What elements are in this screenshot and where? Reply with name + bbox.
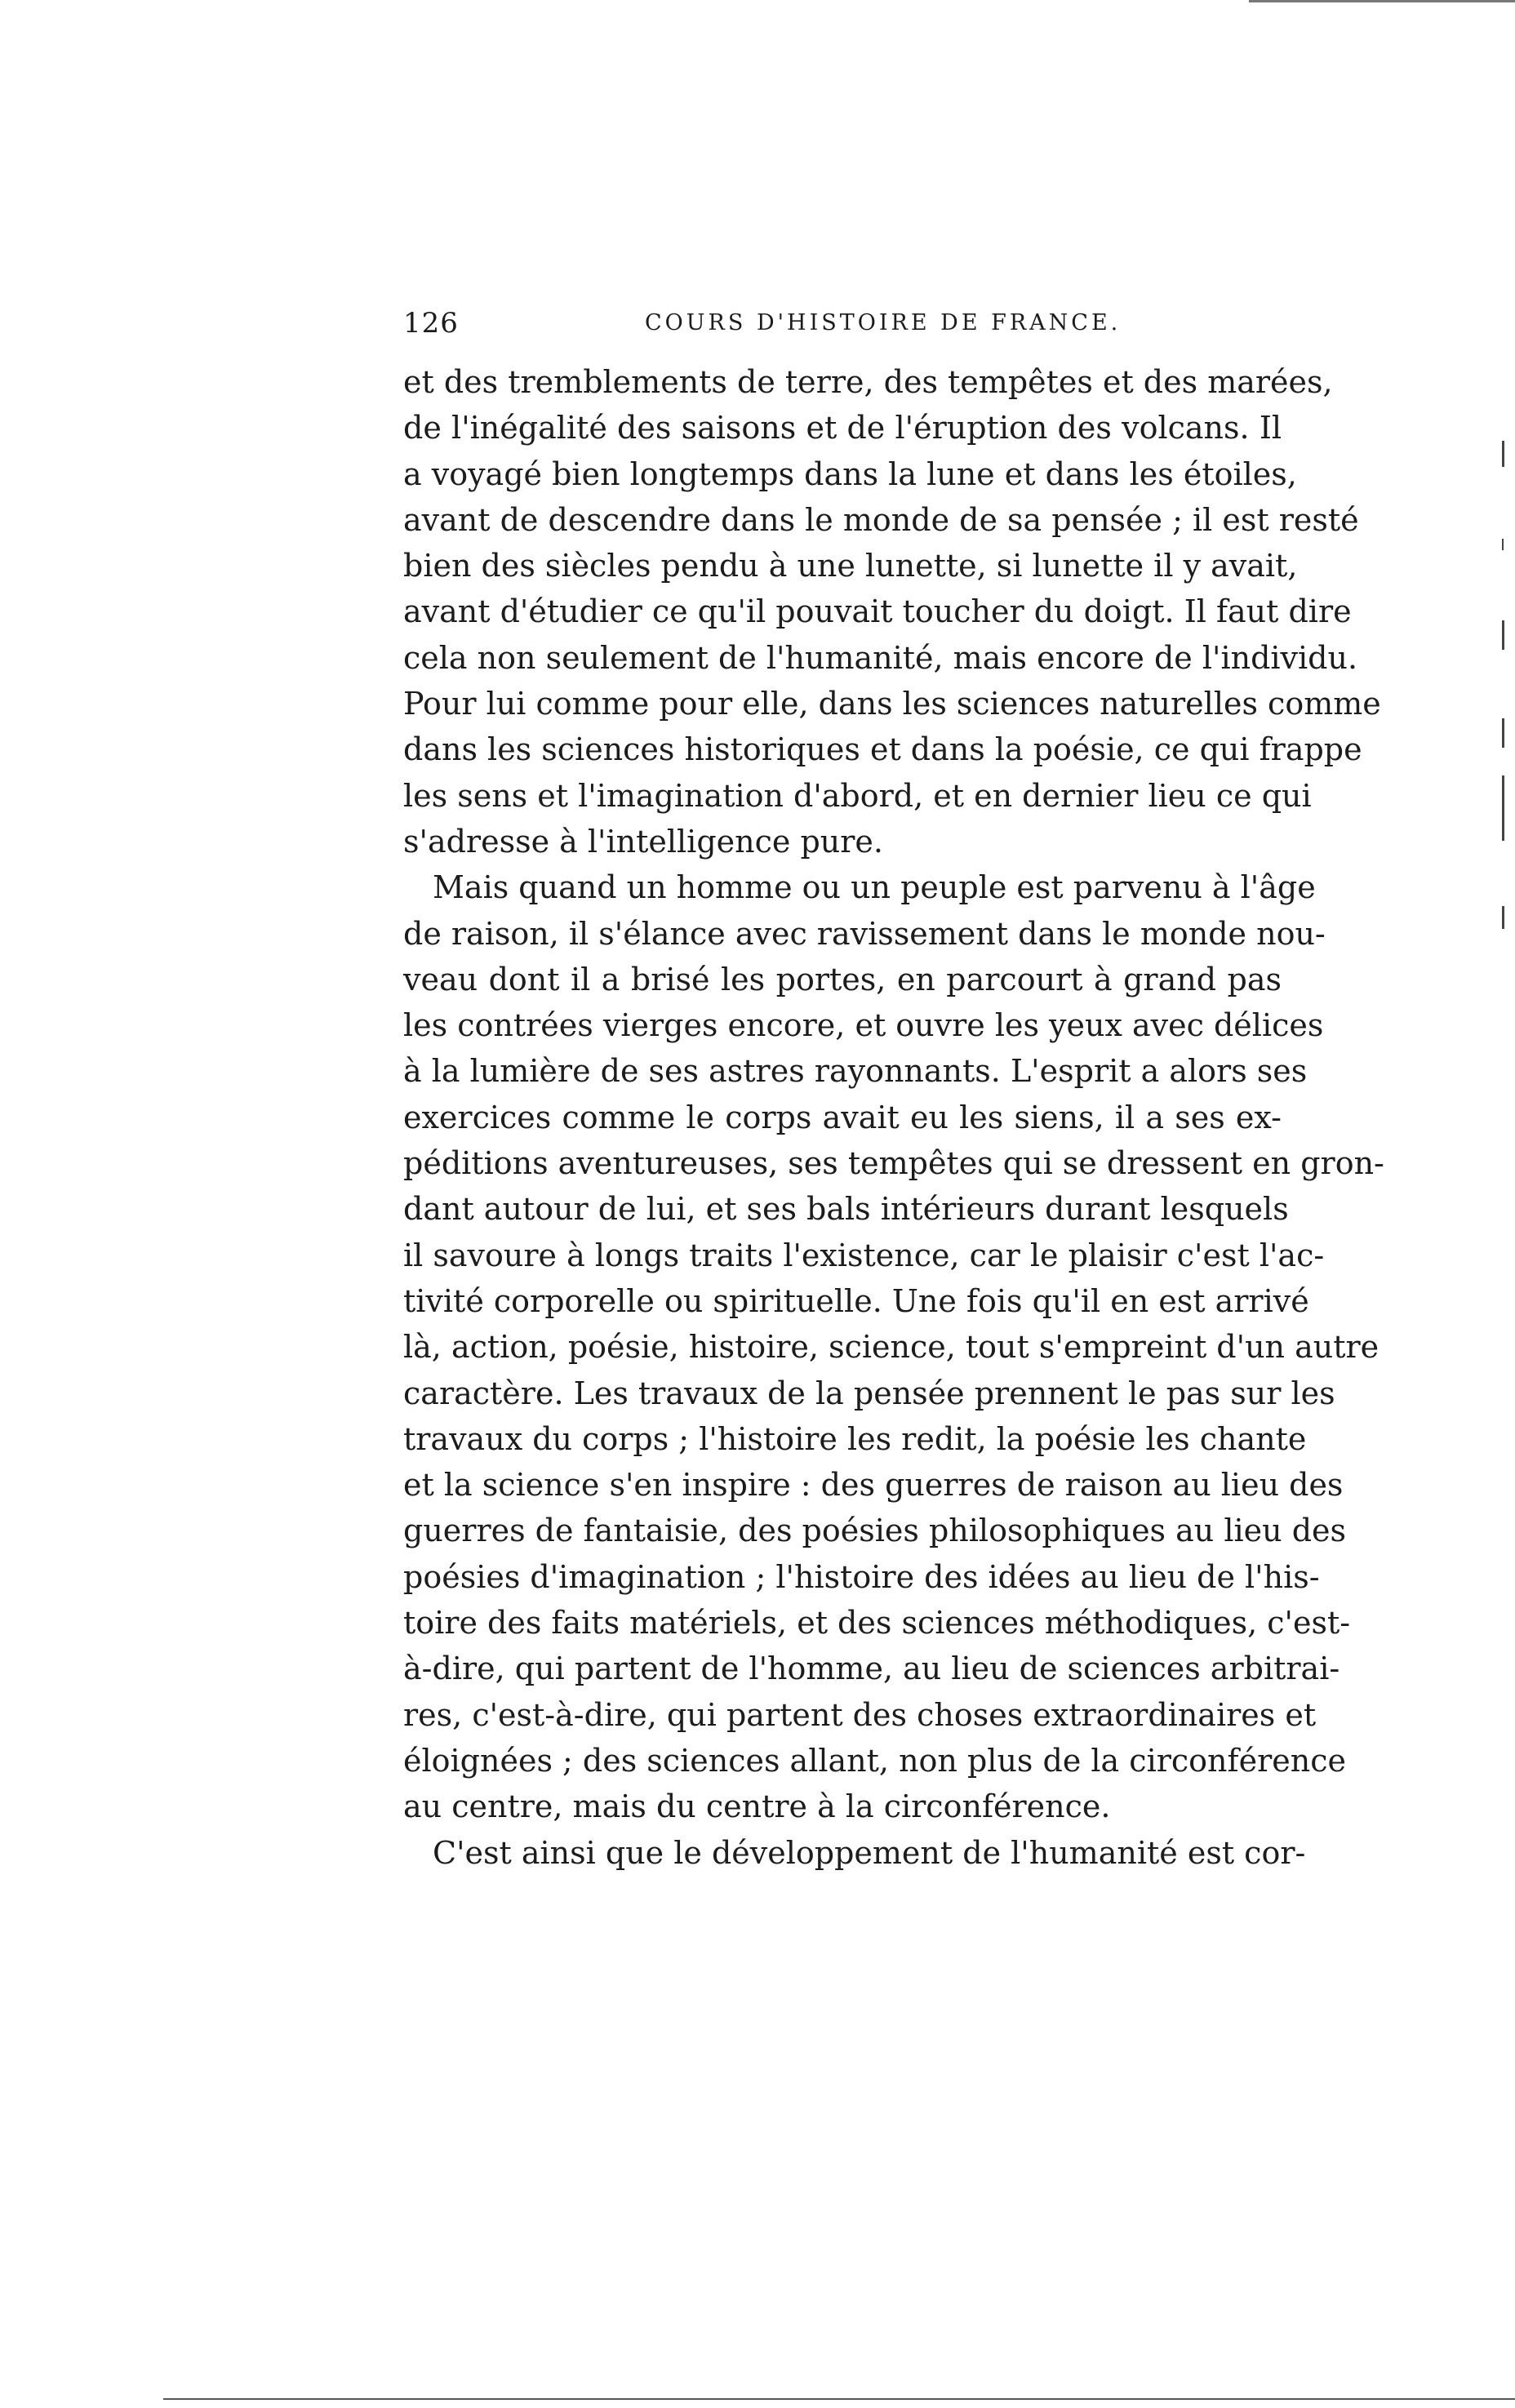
text-line: à-dire, qui partent de l'homme, au lieu de sciences arbitrai- bbox=[403, 1651, 1340, 1687]
scan-edge-mark bbox=[1502, 441, 1504, 467]
text-line: caractère. Les travaux de la pensée prennent le pas sur les bbox=[403, 1375, 1335, 1411]
scan-edge-mark bbox=[1502, 539, 1504, 550]
text-line: les contrées vierges encore, et ouvre les yeux avec délices bbox=[403, 1007, 1324, 1044]
page-number: 126 bbox=[403, 307, 459, 340]
text-line: C'est ainsi que le développement de l'humanité est cor- bbox=[433, 1834, 1306, 1871]
text-line: res, c'est-à-dire, qui partent des choses extraordinaires et bbox=[403, 1696, 1317, 1733]
bottom-edge-rule bbox=[163, 2398, 1515, 2400]
text-line: de l'inégalité des saisons et de l'éruption des volcans. Il bbox=[403, 410, 1282, 447]
text-line: dant autour de lui, et ses bals intérieurs durant lesquels bbox=[403, 1191, 1289, 1228]
text-line: travaux du corps ; l'histoire les redit, la poésie les chante bbox=[403, 1420, 1307, 1457]
text-line: Pour lui comme pour elle, dans les sciences naturelles comme bbox=[403, 686, 1381, 722]
text-line: tivité corporelle ou spirituelle. Une fois qu'il en est arrivé bbox=[403, 1282, 1309, 1319]
text-line: au centre, mais du centre à la circonférence. bbox=[403, 1788, 1111, 1825]
text-line: guerres de fantaisie, des poésies philosophiques au lieu des bbox=[403, 1513, 1347, 1549]
scan-edge-mark bbox=[1502, 906, 1504, 929]
text-line: éloignées ; des sciences allant, non plus de la circonférence bbox=[403, 1742, 1346, 1779]
scan-edge-mark bbox=[1502, 620, 1504, 650]
text-line: exercices comme le corps avait eu les siens, il a ses ex- bbox=[403, 1099, 1282, 1135]
text-line: dans les sciences historiques et dans la poésie, ce qui frappe bbox=[403, 731, 1362, 768]
text-line: là, action, poésie, histoire, science, tout s'empreint d'un autre bbox=[403, 1329, 1379, 1366]
text-line: cela non seulement de l'humanité, mais encore de l'individu. bbox=[403, 639, 1358, 676]
text-line: a voyagé bien longtemps dans la lune et dans les étoiles, bbox=[403, 455, 1297, 492]
body-text bbox=[403, 359, 1384, 1876]
text-line: Mais quand un homme ou un peuple est parvenu à l'âge bbox=[433, 869, 1316, 906]
top-edge-rule bbox=[1249, 0, 1515, 2]
text-line: à la lumière de ses astres rayonnants. L'esprit a alors ses bbox=[403, 1053, 1308, 1090]
scan-edge-mark bbox=[1502, 775, 1504, 841]
running-head bbox=[403, 307, 1282, 348]
text-line: et la science s'en inspire : des guerres de raison au lieu des bbox=[403, 1467, 1344, 1504]
text-line: de raison, il s'élance avec ravissement dans le monde nou- bbox=[403, 915, 1326, 952]
text-line: péditions aventureuses, ses tempêtes qui se dressent en gron- bbox=[403, 1145, 1384, 1182]
text-line: veau dont il a brisé les portes, en parcourt à grand pas bbox=[403, 961, 1282, 997]
text-line: bien des siècles pendu à une lunette, si lunette il y avait, bbox=[403, 548, 1298, 584]
text-line: poésies d'imagination ; l'histoire des idées au lieu de l'his- bbox=[403, 1558, 1320, 1595]
text-line: et des tremblements de terre, des tempêtes et des marées, bbox=[403, 364, 1333, 400]
text-line: il savoure à longs traits l'existence, car le plaisir c'est l'ac- bbox=[403, 1237, 1325, 1273]
text-line: avant d'étudier ce qu'il pouvait toucher du doigt. Il faut dire bbox=[403, 593, 1352, 630]
text-line: avant de descendre dans le monde de sa pensée ; il est resté bbox=[403, 501, 1359, 538]
running-title: COURS D'HISTOIRE DE FRANCE. bbox=[645, 310, 1122, 335]
scan-edge-mark bbox=[1502, 718, 1504, 748]
text-line: toire des faits matériels, et des sciences méthodiques, c'est- bbox=[403, 1605, 1351, 1642]
text-line: les sens et l'imagination d'abord, et en dernier lieu ce qui bbox=[403, 777, 1312, 814]
text-line: s'adresse à l'intelligence pure. bbox=[403, 823, 883, 860]
